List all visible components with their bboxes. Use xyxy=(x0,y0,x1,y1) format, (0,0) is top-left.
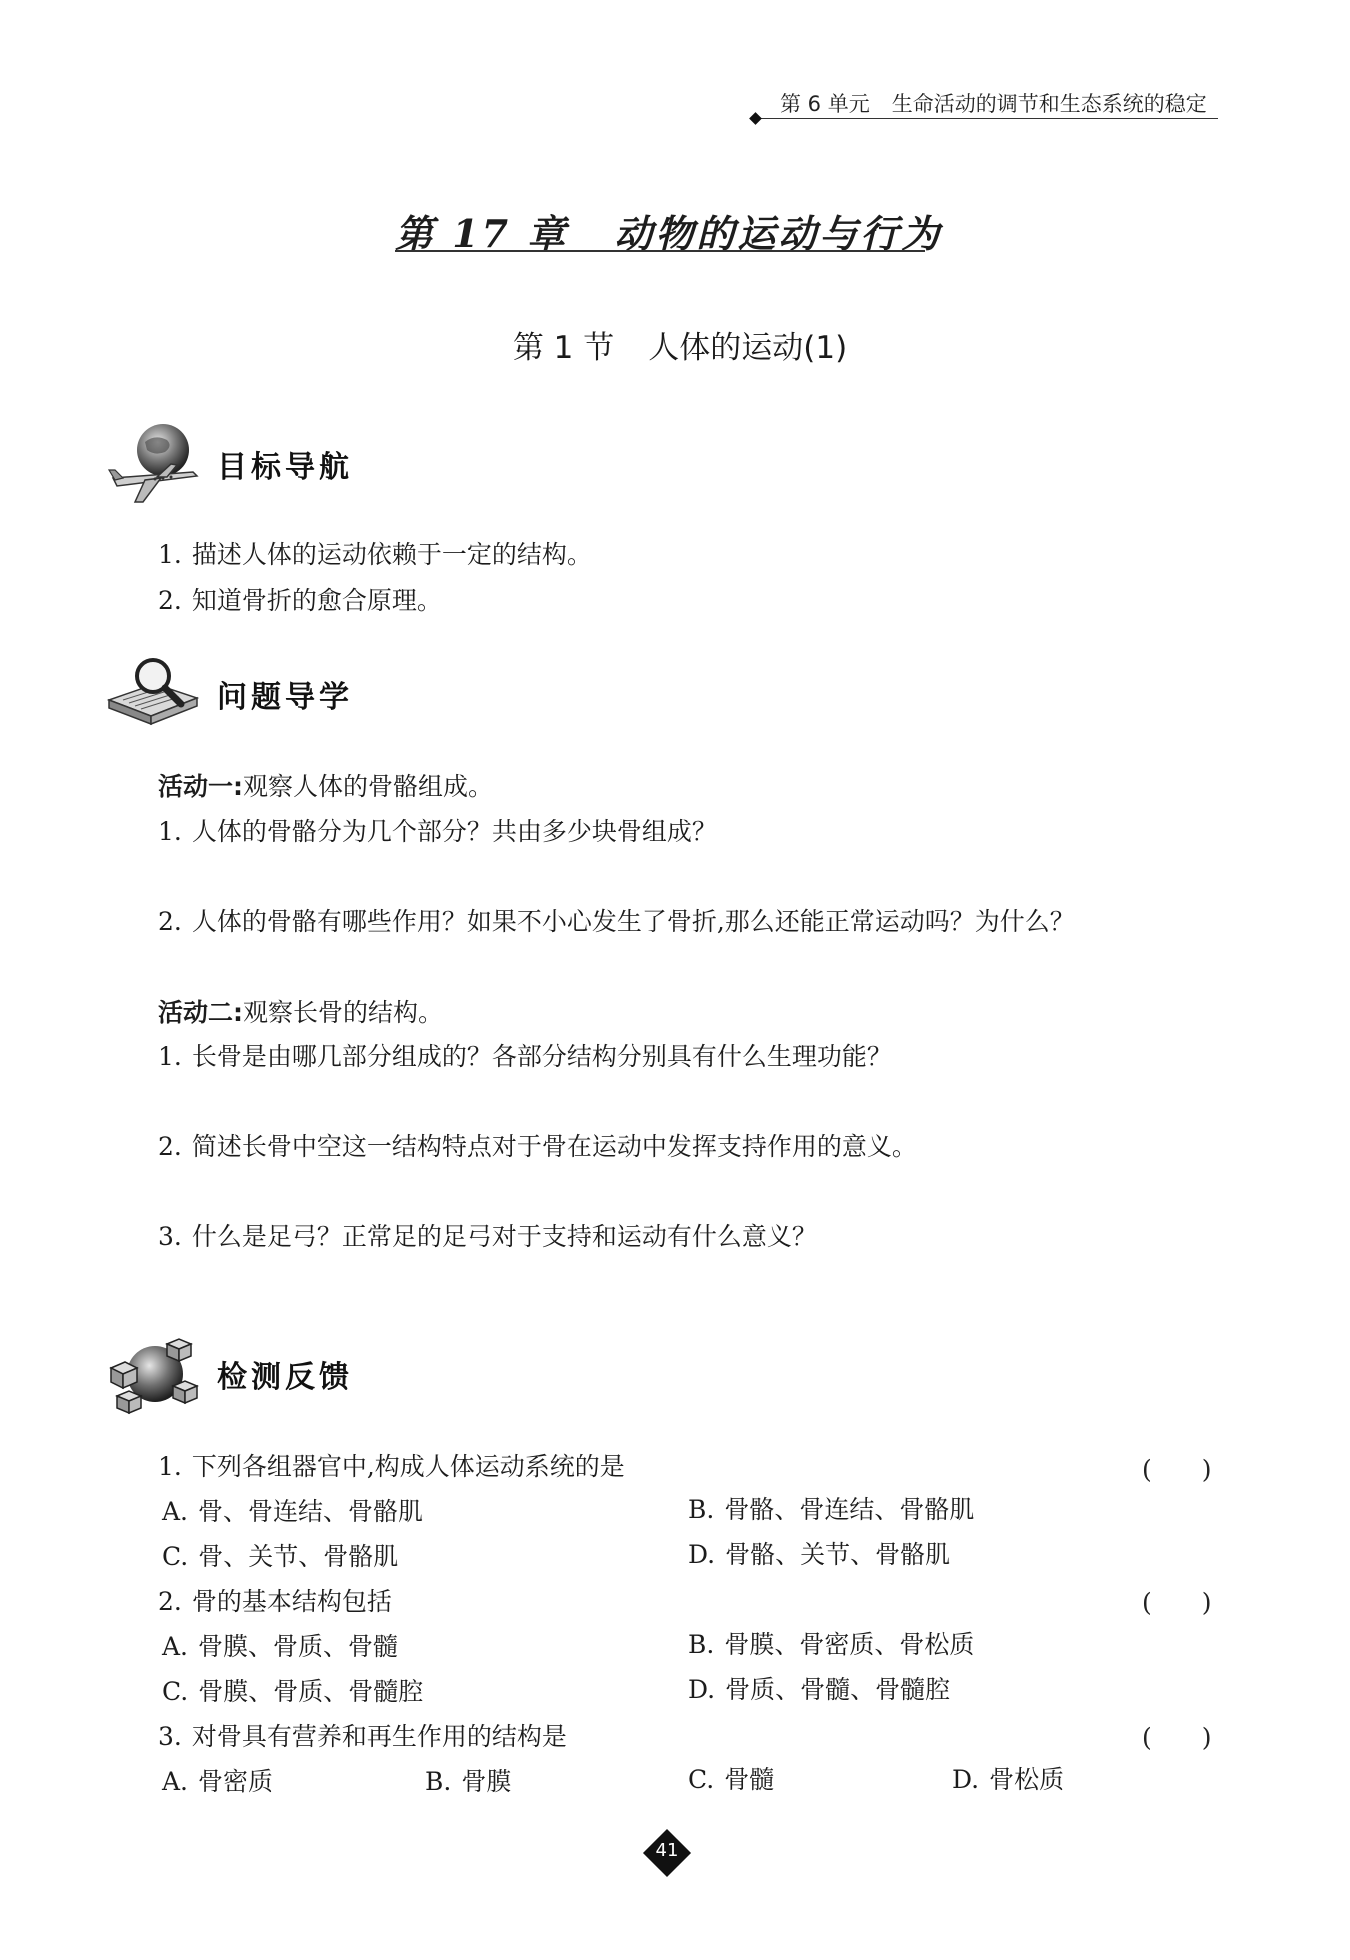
running-header-title: 生命活动的调节和生态系统的稳定 xyxy=(891,92,1207,116)
globe-airplane-icon xyxy=(105,420,205,510)
header-diamond-icon xyxy=(749,112,762,125)
mc-option: C. 骨、关节、骨骼肌 xyxy=(162,1542,399,1571)
question-item: 2. 人体的骨骼有哪些作用？如果不小心发生了骨折,那么还能正常运动吗？为什么？ xyxy=(158,907,1075,936)
mc-option: D. 骨松质 xyxy=(952,1765,1065,1794)
mc-question: 2. 骨的基本结构包括 xyxy=(158,1587,392,1616)
goal-item: 1. 描述人体的运动依赖于一定的结构。 xyxy=(158,540,592,569)
mc-option: D. 骨质、骨髓、骨髓腔 xyxy=(688,1675,951,1704)
feedback-heading-label: 检测反馈 xyxy=(217,1360,353,1395)
mc-question: 1. 下列各组器官中,构成人体运动系统的是 xyxy=(158,1452,625,1481)
question-item: 2. 简述长骨中空这一结构特点对于骨在运动中发挥支持作用的意义。 xyxy=(158,1132,917,1161)
running-header-unit: 第 6 单元 xyxy=(780,92,870,116)
mc-option: C. 骨膜、骨质、骨髓腔 xyxy=(162,1677,424,1706)
mc-option: D. 骨骼、关节、骨骼肌 xyxy=(688,1540,951,1569)
section-number: 第 1 节 xyxy=(512,330,615,366)
chapter-name: 动物的运动与行为 xyxy=(614,211,943,256)
goals-heading-label: 目标导航 xyxy=(217,450,353,485)
mc-option: C. 骨髓 xyxy=(688,1765,775,1794)
section-title xyxy=(300,322,1060,367)
page-number-label: 41 xyxy=(655,1840,679,1861)
mc-option: A. 骨、骨连结、骨骼肌 xyxy=(162,1497,424,1526)
goal-item: 2. 知道骨折的愈合原理。 xyxy=(158,586,442,615)
activity-two: 活动二:观察长骨的结构。 xyxy=(158,998,444,1027)
activity-one: 活动一:观察人体的骨骼组成。 xyxy=(158,772,494,801)
feedback-heading xyxy=(105,1330,525,1420)
magnifier-book-icon xyxy=(105,650,205,740)
goals-heading xyxy=(105,420,525,510)
mc-question: 3. 对骨具有营养和再生作用的结构是 xyxy=(158,1722,567,1751)
mc-option: A. 骨密质 xyxy=(162,1767,274,1796)
chapter-rule xyxy=(395,250,925,252)
mc-option: B. 骨膜、骨密质、骨松质 xyxy=(688,1630,975,1659)
question-item: 3. 什么是足弓？正常足的足弓对于支持和运动有什么意义？ xyxy=(158,1222,817,1251)
page-number xyxy=(644,1830,690,1876)
activity-one-tag: 活动一: xyxy=(158,772,243,801)
inquiry-heading-label: 问题导学 xyxy=(217,680,353,715)
mc-option: B. 骨骼、骨连结、骨骼肌 xyxy=(688,1495,975,1524)
section-name: 人体的运动(1) xyxy=(648,330,848,366)
mc-option: B. 骨膜 xyxy=(425,1767,512,1796)
running-header xyxy=(780,88,1220,118)
question-item: 1. 长骨是由哪几部分组成的？各部分结构分别具有什么生理功能？ xyxy=(158,1042,892,1071)
answer-bracket[interactable]: ( ) xyxy=(1142,1455,1212,1484)
header-rule xyxy=(756,118,1218,119)
answer-bracket[interactable]: ( ) xyxy=(1142,1588,1212,1617)
globe-cubes-icon xyxy=(105,1330,205,1420)
inquiry-heading xyxy=(105,650,525,740)
question-item: 1. 人体的骨骼分为几个部分？共由多少块骨组成？ xyxy=(158,817,717,846)
chapter-number: 第 17 章 xyxy=(395,211,569,256)
mc-option: A. 骨膜、骨质、骨髓 xyxy=(162,1632,399,1661)
activity-two-tag: 活动二: xyxy=(158,998,243,1027)
answer-bracket[interactable]: ( ) xyxy=(1142,1723,1212,1752)
